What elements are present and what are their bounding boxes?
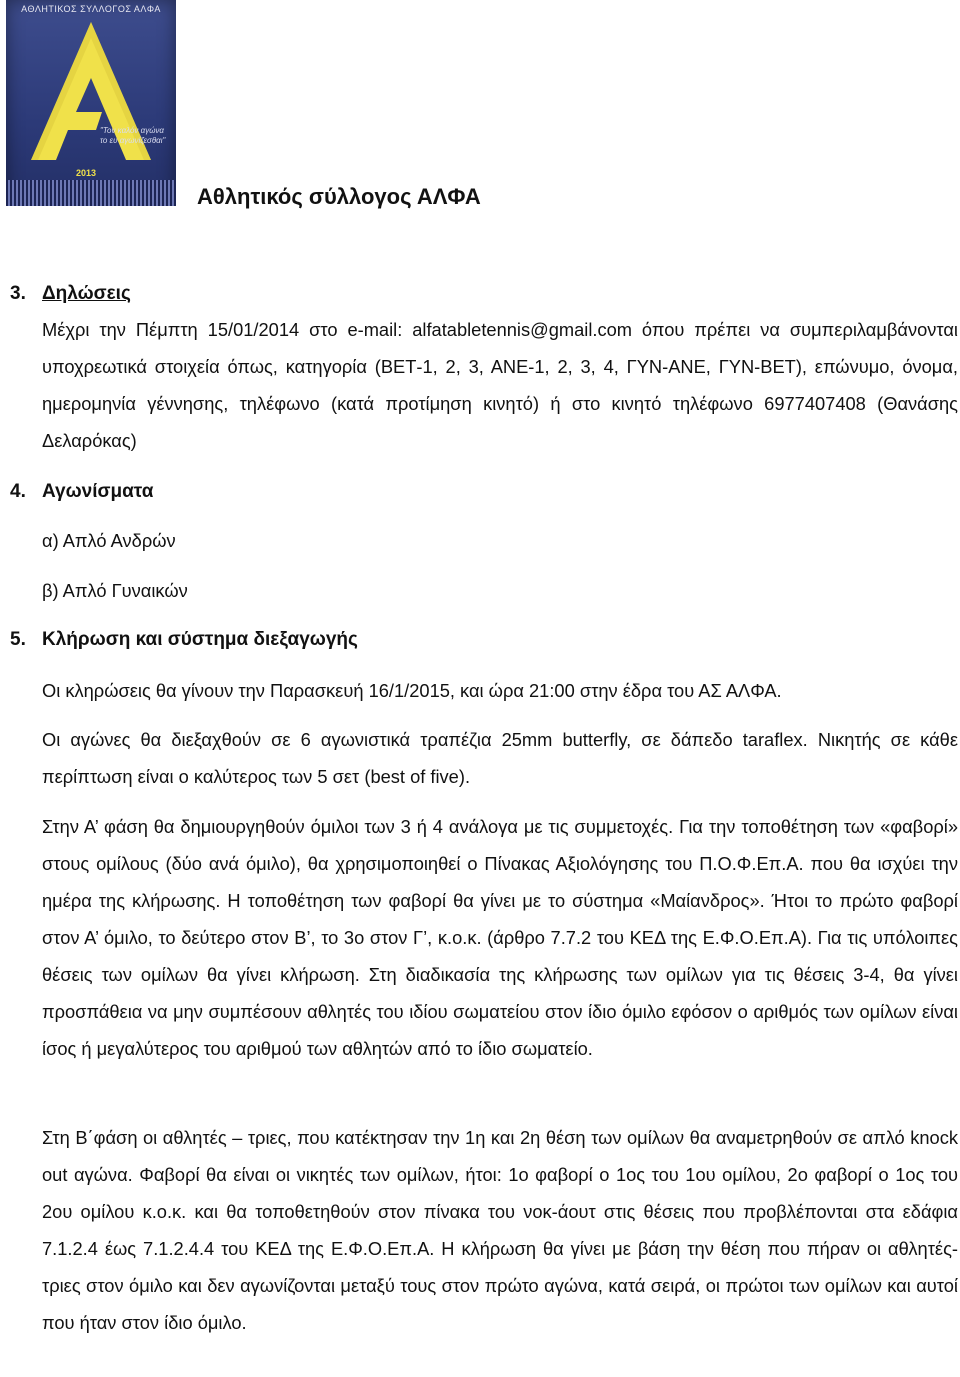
logo-club-arc-text: ΑΘΛΗΤΙΚΟΣ ΣΥΛΛΟΓΟΣ ΑΛΦΑ — [21, 4, 161, 14]
section-5-title: Κλήρωση και σύστημα διεξαγωγής — [42, 629, 358, 650]
phase-b-paragraph: Στη Β΄φάση οι αθλητές – τριες, που κατέκτησαν την 1η και 2η θέση των ομίλων θα αναμετρηθούν σε απλό knock out αγώνα. Φαβορί θα είναι οι νικητές των ομίλων, ήτοι: 1ο φαβορί ο 1ος του 1ου ομίλου, 2ο φαβορί ο 1ος του 2ου ομίλου κ.ο.κ. και θα τοποθετηθούν στον πίνακα του νοκ-άουτ στις θέσεις που προβλέπονται στα εδάφια 7.1.2.4 έως 7.1.2.4.4 του ΚΕΔ της Ε.Φ.Ο.Επ.Α. Η κλήρωση θα γίνει με βάση την θέση που πήραν οι αθλητές-τριες στον όμιλο και δεν αγωνίζονται μεταξύ τους στον πρώτο αγώνα, κατά σειρά, οι πρώτοι των ομίλων και αυτοί που ήταν στον ίδιο όμιλο. — [42, 1127, 958, 1333]
section-3-heading — [10, 282, 131, 306]
section-5-number: 5. — [10, 629, 26, 650]
section-3-number: 3. — [10, 283, 26, 304]
club-title: Αθλητικός σύλλογος ΑΛΦΑ — [197, 184, 481, 209]
pennant-fringe — [6, 180, 176, 206]
phase-a-paragraph: Στην Α’ φάση θα δημιουργηθούν όμιλοι των 3 ή 4 ανάλογα με τις συμμετοχές. Για την τοποθέτηση των «φαβορί» στους ομίλους (δύο ανά όμιλο), θα χρησιμοποιηθεί ο Πίνακας Αξιολόγησης του Π.Ο.Φ.Επ.Α. που θα ισχύει την ημέρα της κλήρωσης. Η τοποθέτηση των φαβορί θα γίνει με το σύστημα «Μαίανδρος». Ήτοι το πρώτο φαβορί στον Α’ όμιλο, το δεύτερο στον Β’, το 3ο στον Γ’, κ.ο.κ. (άρθρο 7.7.2 του ΚΕΔ της Ε.Φ.Ο.Επ.Α). Για τις υπόλοιπες θέσεις των ομίλων θα γίνει κλήρωση. Στη διαδικασία της κλήρωσης των ομίλων για τις θέσεις 3-4, θα γίνει προσπάθεια να μην συμπέσουν αθλητές του ιδίου σωματείου στον ίδιο όμιλο εφόσον ο αριθμός των ομίλων είναι ίσος ή μεγαλύτερος του αριθμού των αθλητών από το ίδιο σωματείο. — [42, 816, 958, 1059]
list-item: β) Απλό Γυναικών — [42, 580, 188, 601]
section-4-heading — [10, 480, 153, 504]
logo-motto-text: "Τον καλόν αγώνα το ευ αγωνίζεσθαι" — [100, 126, 166, 145]
section-3-paragraph: Μέχρι την Πέμπτη 15/01/2014 στο e-mail: alfatabletennis@gmail.com όπου πρέπει να συμπεριλαμβάνονται υποχρεωτικά στοιχεία όπως, κατηγορία (ΒΕΤ-1, 2, 3, ΑΝΕ-1, 2, 3, 4, ΓΥΝ-ΑΝΕ, ΓΥΝ-ΒΕΤ), επώνυμο, όνομα, ημερομηνία γέννησης, τηλέφωνο (κατά προτίμηση κινητό) ή στο κινητό τηλέφωνο 6977407408 (Θανάσης Δελαρόκας) — [42, 319, 958, 451]
list-item: α) Απλό Ανδρών — [42, 530, 176, 551]
draw-date-paragraph: Οι κληρώσεις θα γίνουν την Παρασκευή 16/1/2015, και ώρα 21:00 στην έδρα του ΑΣ ΑΛΦΑ. — [42, 680, 782, 701]
tables-paragraph: Οι αγώνες θα διεξαχθούν σε 6 αγωνιστικά τραπέζια 25mm butterfly, σε δάπεδο taraflex. Νικητής σε κάθε περίπτωση είναι ο καλύτερος των 5 σετ (best of five). — [42, 729, 958, 787]
section-3-title: Δηλώσεις — [42, 283, 131, 304]
section-4-title: Αγωνίσματα — [42, 481, 154, 502]
section-5-heading — [10, 628, 358, 652]
club-pennant-logo — [6, 0, 176, 206]
logo-year-text: 2013 — [76, 168, 97, 178]
section-4-number: 4. — [10, 481, 26, 502]
